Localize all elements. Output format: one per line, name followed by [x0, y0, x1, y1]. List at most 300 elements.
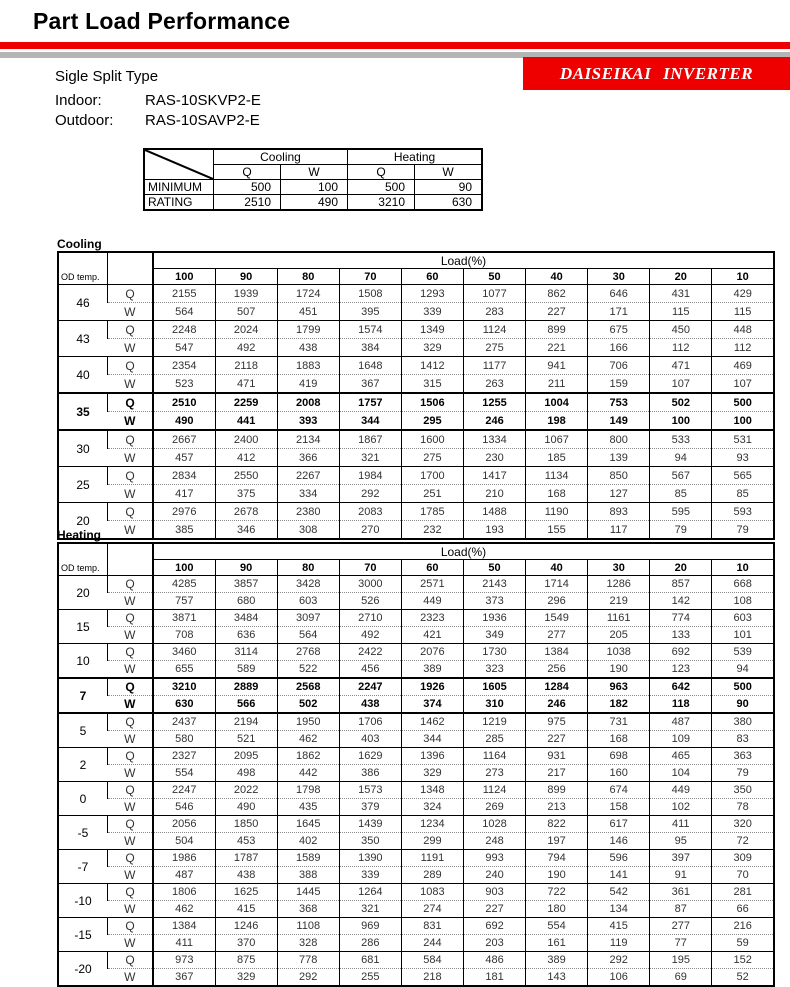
w-value: 83 — [712, 731, 774, 748]
w-row — [58, 449, 774, 467]
w-value: 251 — [401, 485, 463, 503]
q-value: 2354 — [153, 357, 215, 375]
q-value: 1077 — [463, 285, 525, 303]
w-value: 143 — [526, 969, 588, 987]
load-col-header: 20 — [650, 269, 712, 285]
q-value: 2155 — [153, 285, 215, 303]
q-value: 449 — [650, 782, 712, 799]
q-value: 2889 — [215, 678, 277, 696]
w-value: 221 — [526, 339, 588, 357]
w-value: 248 — [463, 833, 525, 850]
w-value: 438 — [215, 867, 277, 884]
q-row — [58, 467, 774, 485]
q-value: 2248 — [153, 321, 215, 339]
w-value: 507 — [215, 303, 277, 321]
w-value: 52 — [712, 969, 774, 987]
w-row — [58, 867, 774, 884]
od-temp-value: -5 — [58, 816, 108, 850]
od-temp-value: 30 — [58, 430, 108, 467]
w-value: 442 — [277, 765, 339, 782]
q-value: 3460 — [153, 644, 215, 661]
w-value: 133 — [650, 627, 712, 644]
minimum-value: 500 — [214, 180, 281, 195]
q-value: 668 — [712, 576, 774, 593]
q-row-label: Q — [108, 713, 154, 731]
q-value: 469 — [712, 357, 774, 375]
w-value: 158 — [588, 799, 650, 816]
q-value: 1589 — [277, 850, 339, 867]
q-row-label: Q — [108, 467, 154, 485]
w-value: 285 — [463, 731, 525, 748]
w-value: 275 — [463, 339, 525, 357]
q-value: 2247 — [153, 782, 215, 799]
w-value: 102 — [650, 799, 712, 816]
load-col-header: 60 — [401, 269, 463, 285]
minimum-value: 500 — [348, 180, 415, 195]
perf-header-row-1 — [58, 252, 774, 269]
q-row — [58, 430, 774, 449]
cooling-w-header: W — [281, 165, 348, 180]
heating-group-header: Heating — [348, 149, 483, 165]
w-row — [58, 731, 774, 748]
q-value: 2678 — [215, 503, 277, 521]
cooling-group-header: Cooling — [214, 149, 348, 165]
w-value: 321 — [339, 449, 401, 467]
w-value: 101 — [712, 627, 774, 644]
heating-q-header: Q — [348, 165, 415, 180]
w-value: 203 — [463, 935, 525, 952]
w-value: 504 — [153, 833, 215, 850]
q-value: 2768 — [277, 644, 339, 661]
q-value: 1445 — [277, 884, 339, 901]
w-value: 323 — [463, 661, 525, 679]
q-value: 1605 — [463, 678, 525, 696]
perf-header-row-2 — [58, 560, 774, 576]
w-value: 457 — [153, 449, 215, 467]
w-value: 438 — [277, 339, 339, 357]
w-value: 346 — [215, 521, 277, 540]
q-value: 431 — [650, 285, 712, 303]
q-row-label: Q — [108, 503, 154, 521]
q-value: 1706 — [339, 713, 401, 731]
q-value: 1574 — [339, 321, 401, 339]
od-temp-value: -15 — [58, 918, 108, 952]
q-value: 2118 — [215, 357, 277, 375]
w-row — [58, 521, 774, 540]
w-value: 213 — [526, 799, 588, 816]
rating-row-label: RATING — [144, 195, 214, 211]
w-value: 108 — [712, 593, 774, 610]
q-value: 471 — [650, 357, 712, 375]
rating-row — [144, 195, 482, 211]
w-row-label: W — [124, 902, 136, 916]
w-value: 244 — [401, 935, 463, 952]
w-value: 589 — [215, 661, 277, 679]
q-value: 875 — [215, 952, 277, 969]
w-value: 161 — [526, 935, 588, 952]
od-temp-value: 20 — [58, 576, 108, 610]
w-value: 118 — [650, 696, 712, 714]
q-value: 1714 — [526, 576, 588, 593]
cooling-section-label: Cooling — [57, 237, 102, 251]
w-value: 388 — [277, 867, 339, 884]
q-row-label: Q — [108, 393, 154, 412]
q-value: 1234 — [401, 816, 463, 833]
w-value: 349 — [463, 627, 525, 644]
q-value: 2076 — [401, 644, 463, 661]
q-value: 674 — [588, 782, 650, 799]
w-value: 462 — [277, 731, 339, 748]
w-value: 269 — [463, 799, 525, 816]
indoor-label: Indoor: — [55, 92, 102, 109]
w-value: 117 — [588, 521, 650, 540]
w-value: 109 — [650, 731, 712, 748]
od-temp-column-label: OD temp. — [58, 543, 108, 576]
w-row-label: W — [124, 450, 136, 465]
q-value: 1462 — [401, 713, 463, 731]
q-row-label: Q — [108, 678, 154, 696]
w-value: 119 — [588, 935, 650, 952]
q-row-label: Q — [108, 576, 154, 593]
w-value: 230 — [463, 449, 525, 467]
w-value: 100 — [650, 412, 712, 431]
w-value: 385 — [153, 521, 215, 540]
q-row — [58, 816, 774, 833]
heating-section-label: Heating — [57, 528, 102, 542]
q-value: 2024 — [215, 321, 277, 339]
q-value: 753 — [588, 393, 650, 412]
q-value: 993 — [463, 850, 525, 867]
w-value: 100 — [712, 412, 774, 431]
q-value: 1384 — [526, 644, 588, 661]
w-value: 373 — [463, 593, 525, 610]
w-row — [58, 593, 774, 610]
w-row — [58, 339, 774, 357]
w-row-label: W — [108, 412, 154, 431]
q-value: 1286 — [588, 576, 650, 593]
cooling-q-header: Q — [214, 165, 281, 180]
w-value: 283 — [463, 303, 525, 321]
q-row — [58, 782, 774, 799]
w-row — [58, 799, 774, 816]
q-value: 1785 — [401, 503, 463, 521]
w-row — [58, 375, 774, 394]
od-temp-value: 2 — [58, 748, 108, 782]
q-value: 2267 — [277, 467, 339, 485]
w-value: 66 — [712, 901, 774, 918]
w-value: 227 — [526, 731, 588, 748]
q-value: 2008 — [277, 393, 339, 412]
w-value: 421 — [401, 627, 463, 644]
q-value: 941 — [526, 357, 588, 375]
w-value: 112 — [650, 339, 712, 357]
w-row-label: W — [124, 970, 136, 984]
w-value: 107 — [650, 375, 712, 394]
q-value: 1950 — [277, 713, 339, 731]
w-value: 227 — [463, 901, 525, 918]
q-value: 554 — [526, 918, 588, 935]
w-value: 59 — [712, 935, 774, 952]
w-value: 198 — [526, 412, 588, 431]
w-value: 273 — [463, 765, 525, 782]
w-value: 193 — [463, 521, 525, 540]
load-col-header: 60 — [401, 560, 463, 576]
q-value: 2259 — [215, 393, 277, 412]
w-row-label: W — [124, 662, 136, 676]
q-value: 448 — [712, 321, 774, 339]
w-value: 72 — [712, 833, 774, 850]
q-value: 1926 — [401, 678, 463, 696]
q-value: 584 — [401, 952, 463, 969]
q-value: 899 — [526, 321, 588, 339]
w-row-label: W — [124, 800, 136, 814]
q-value: 3097 — [277, 610, 339, 627]
q-value: 1124 — [463, 782, 525, 799]
w-row — [58, 969, 774, 987]
w-value: 329 — [215, 969, 277, 987]
q-value: 500 — [712, 393, 774, 412]
q-value: 363 — [712, 748, 774, 765]
q-value: 320 — [712, 816, 774, 833]
q-row — [58, 918, 774, 935]
w-value: 411 — [153, 935, 215, 952]
q-value: 2380 — [277, 503, 339, 521]
w-value: 155 — [526, 521, 588, 540]
q-value: 850 — [588, 467, 650, 485]
q-row-label: Q — [108, 610, 154, 627]
q-value: 1124 — [463, 321, 525, 339]
q-value: 1108 — [277, 918, 339, 935]
od-temp-value: 43 — [58, 321, 108, 357]
w-row-label: W — [124, 486, 136, 501]
q-value: 1939 — [215, 285, 277, 303]
od-temp-value: 20 — [58, 503, 108, 540]
q-value: 1334 — [463, 430, 525, 449]
od-temp-value: 15 — [58, 610, 108, 644]
w-value: 270 — [339, 521, 401, 540]
q-value: 831 — [401, 918, 463, 935]
q-value: 1867 — [339, 430, 401, 449]
w-value: 219 — [588, 593, 650, 610]
q-value: 292 — [588, 952, 650, 969]
heating-performance-table — [57, 542, 775, 987]
q-value: 3210 — [153, 678, 215, 696]
w-value: 375 — [215, 485, 277, 503]
title-red-rule — [0, 42, 790, 49]
w-row — [58, 901, 774, 918]
q-value: 2568 — [277, 678, 339, 696]
q-value: 380 — [712, 713, 774, 731]
w-value: 217 — [526, 765, 588, 782]
q-value: 1177 — [463, 357, 525, 375]
q-value: 1067 — [526, 430, 588, 449]
split-type-subtitle: Sigle Split Type — [55, 68, 159, 85]
w-value: 367 — [339, 375, 401, 394]
q-value: 1573 — [339, 782, 401, 799]
q-value: 857 — [650, 576, 712, 593]
q-value: 893 — [588, 503, 650, 521]
w-value: 680 — [215, 593, 277, 610]
q-value: 1293 — [401, 285, 463, 303]
q-value: 698 — [588, 748, 650, 765]
q-value: 281 — [712, 884, 774, 901]
q-value: 152 — [712, 952, 774, 969]
w-value: 190 — [588, 661, 650, 679]
q-row — [58, 713, 774, 731]
w-value: 246 — [463, 412, 525, 431]
w-value: 292 — [339, 485, 401, 503]
w-value: 70 — [712, 867, 774, 884]
w-row-label: W — [124, 522, 136, 537]
w-value: 389 — [401, 661, 463, 679]
w-value: 566 — [215, 696, 277, 714]
w-row-label: W — [124, 376, 136, 391]
load-col-header: 80 — [277, 560, 339, 576]
load-col-header: 10 — [712, 560, 774, 576]
q-value: 1164 — [463, 748, 525, 765]
q-value: 2976 — [153, 503, 215, 521]
q-value: 774 — [650, 610, 712, 627]
brand-banner — [523, 57, 790, 90]
q-value: 975 — [526, 713, 588, 731]
w-value: 85 — [650, 485, 712, 503]
w-value: 708 — [153, 627, 215, 644]
w-value: 141 — [588, 867, 650, 884]
w-value: 85 — [712, 485, 774, 503]
w-row-label: W — [124, 628, 136, 642]
q-value: 1083 — [401, 884, 463, 901]
q-value: 1246 — [215, 918, 277, 935]
load-col-header: 70 — [339, 560, 401, 576]
load-col-header: 30 — [588, 560, 650, 576]
q-row-label: Q — [108, 748, 154, 765]
q-row — [58, 610, 774, 627]
w-value: 263 — [463, 375, 525, 394]
q-value: 1134 — [526, 467, 588, 485]
q-value: 794 — [526, 850, 588, 867]
rating-value: 3210 — [348, 195, 415, 211]
w-row — [58, 303, 774, 321]
w-value: 564 — [153, 303, 215, 321]
w-value: 181 — [463, 969, 525, 987]
q-value: 2437 — [153, 713, 215, 731]
q-value: 646 — [588, 285, 650, 303]
w-value: 522 — [277, 661, 339, 679]
brand-banner-text: DAISEIKAI INVERTER — [559, 63, 754, 83]
load-col-header: 10 — [712, 269, 774, 285]
w-value: 79 — [650, 521, 712, 540]
load-col-header: 70 — [339, 269, 401, 285]
q-value: 1417 — [463, 467, 525, 485]
w-value: 490 — [153, 412, 215, 431]
w-value: 451 — [277, 303, 339, 321]
q-value: 1219 — [463, 713, 525, 731]
q-value: 617 — [588, 816, 650, 833]
w-value: 134 — [588, 901, 650, 918]
w-row — [58, 661, 774, 679]
q-value: 1028 — [463, 816, 525, 833]
q-value: 2550 — [215, 467, 277, 485]
w-value: 160 — [588, 765, 650, 782]
heating-w-header: W — [415, 165, 483, 180]
q-value: 565 — [712, 467, 774, 485]
q-value: 1645 — [277, 816, 339, 833]
q-value: 931 — [526, 748, 588, 765]
q-value: 1191 — [401, 850, 463, 867]
q-value: 722 — [526, 884, 588, 901]
q-value: 1798 — [277, 782, 339, 799]
q-value: 2095 — [215, 748, 277, 765]
q-value: 1348 — [401, 782, 463, 799]
q-value: 1757 — [339, 393, 401, 412]
q-value: 692 — [463, 918, 525, 935]
w-value: 438 — [339, 696, 401, 714]
minimum-row-label: MINIMUM — [144, 180, 214, 195]
load-col-header: 50 — [463, 269, 525, 285]
w-value: 395 — [339, 303, 401, 321]
w-row — [58, 935, 774, 952]
q-value: 1850 — [215, 816, 277, 833]
q-row-label: Q — [108, 918, 154, 935]
w-value: 274 — [401, 901, 463, 918]
q-value: 465 — [650, 748, 712, 765]
q-value: 1284 — [526, 678, 588, 696]
w-value: 603 — [277, 593, 339, 610]
w-value: 211 — [526, 375, 588, 394]
q-value: 2083 — [339, 503, 401, 521]
q-value: 1396 — [401, 748, 463, 765]
q-value: 692 — [650, 644, 712, 661]
q-value: 2022 — [215, 782, 277, 799]
w-value: 185 — [526, 449, 588, 467]
w-value: 456 — [339, 661, 401, 679]
q-value: 1488 — [463, 503, 525, 521]
w-row-label: W — [124, 834, 136, 848]
w-row-label: W — [108, 696, 154, 714]
w-value: 292 — [277, 969, 339, 987]
w-row — [58, 696, 774, 714]
q-value: 1412 — [401, 357, 463, 375]
w-value: 90 — [712, 696, 774, 714]
minimum-row — [144, 180, 482, 195]
q-row-label: Q — [108, 952, 154, 969]
q-value: 350 — [712, 782, 774, 799]
w-value: 104 — [650, 765, 712, 782]
w-row-label: W — [124, 868, 136, 882]
w-row-label: W — [124, 766, 136, 780]
w-value: 127 — [588, 485, 650, 503]
q-value: 1806 — [153, 884, 215, 901]
rating-value: 490 — [281, 195, 348, 211]
q-value: 539 — [712, 644, 774, 661]
q-value: 2194 — [215, 713, 277, 731]
q-value: 2422 — [339, 644, 401, 661]
od-temp-value: 0 — [58, 782, 108, 816]
q-value: 1984 — [339, 467, 401, 485]
od-temp-value: 10 — [58, 644, 108, 679]
indoor-model-line — [55, 92, 261, 109]
od-temp-value: 25 — [58, 467, 108, 503]
q-value: 533 — [650, 430, 712, 449]
q-value: 3428 — [277, 576, 339, 593]
od-temp-value: 5 — [58, 713, 108, 748]
w-value: 87 — [650, 901, 712, 918]
q-value: 963 — [588, 678, 650, 696]
load-col-header: 80 — [277, 269, 339, 285]
w-value: 93 — [712, 449, 774, 467]
w-value: 350 — [339, 833, 401, 850]
w-value: 69 — [650, 969, 712, 987]
